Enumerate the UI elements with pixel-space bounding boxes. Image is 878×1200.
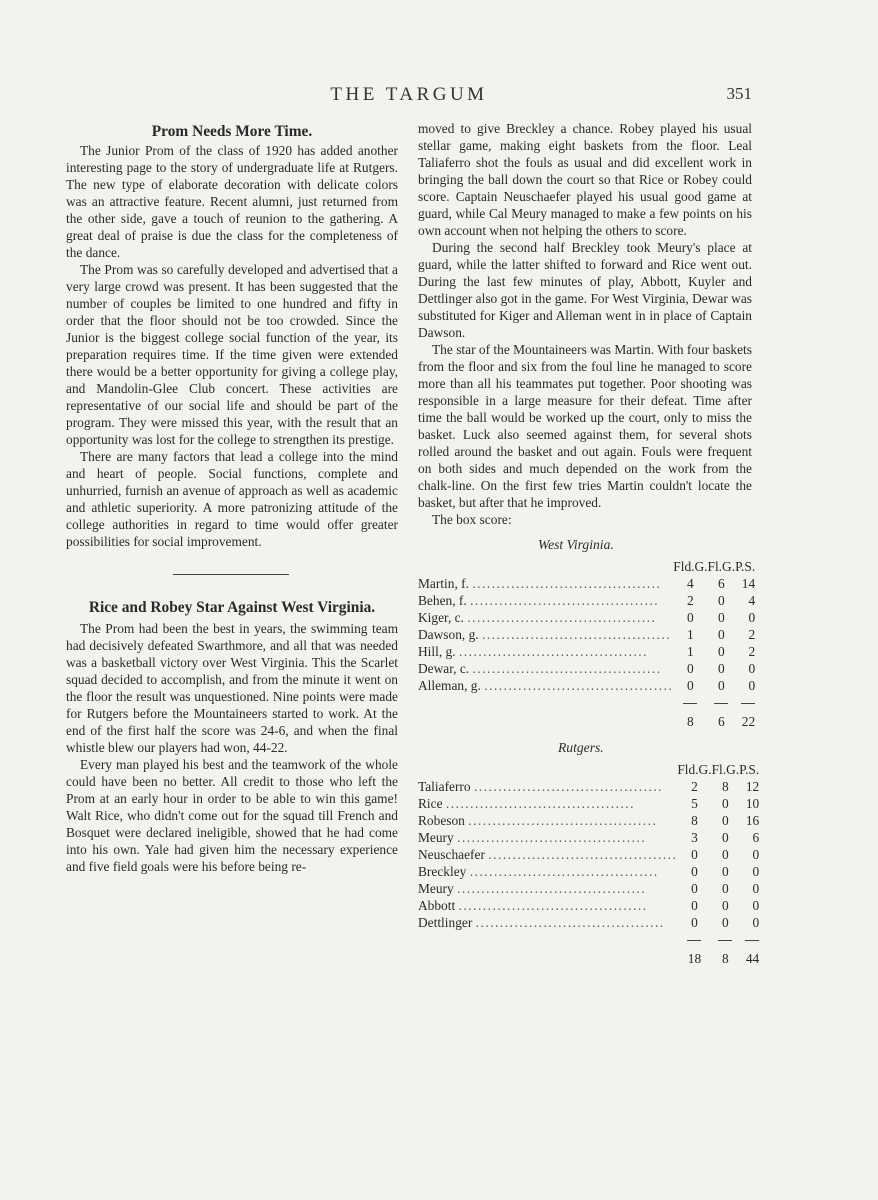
box-score-player-row (418, 626, 755, 643)
player-name: Rice (418, 796, 443, 811)
field-goals: 4 (687, 576, 694, 591)
team-name-west-virginia: West Virginia. (538, 537, 614, 552)
box-score-header-row (418, 557, 755, 575)
box-score-player-row (418, 829, 759, 846)
points-scored: 0 (748, 661, 756, 676)
leader-dots: ....................................... (475, 915, 665, 930)
leader-dots: ....................................... (481, 627, 672, 642)
box-score-header-row (418, 760, 759, 778)
running-title: THE TARGUM (330, 84, 488, 105)
team-name-rutgers: Rutgers. (558, 740, 604, 755)
total-points: 44 (745, 950, 760, 966)
foul-goals: 0 (722, 847, 729, 862)
foul-goals: 0 (722, 864, 729, 879)
field-goals: 5 (691, 796, 698, 811)
right-column (418, 120, 760, 968)
field-goals: 8 (691, 813, 698, 828)
points-scored: 0 (752, 881, 760, 896)
leader-dots: ....................................... (472, 661, 662, 676)
player-name: Neuschaefer (418, 847, 485, 862)
page-header (66, 84, 752, 108)
box-score-totals-row (418, 948, 759, 968)
foul-goals: 0 (717, 610, 725, 625)
player-name: Alleman, g. (418, 678, 481, 693)
leader-dots: ....................................... (458, 644, 648, 659)
box-score-player-row (418, 914, 759, 931)
field-goals: 1 (687, 644, 694, 659)
box-score-player-row (418, 643, 755, 660)
player-name: Dettlinger (418, 915, 473, 930)
box-score-totals-row (418, 711, 755, 731)
box-score-intro: The box score: (432, 512, 512, 527)
box-score-player-row (418, 863, 759, 880)
points-scored: 0 (752, 847, 760, 862)
player-name: Hill, g. (418, 644, 456, 659)
column-header: P.S. (739, 761, 760, 777)
leader-dots: ....................................... (468, 813, 658, 828)
player-name: Breckley (418, 864, 467, 879)
total-field-goals: 8 (687, 713, 694, 729)
points-scored: 16 (745, 813, 760, 828)
article-paragraph: The Prom was so carefully developed and advertised that a very large crowd was present. It has been suggested that the number of couples be limited to one hundred and fifty in order that the floor should not be too crowded. Since the Junior is the biggest college social function of the year, its preparation requires time. If the time given were extended there would be a better opportunity for giving a college play, and Mandolin-Glee Club concert. These activities are representative of our social life and should be part of the program. They were missed this year, with the result that an opportunity was lost for the college to strengthen its prestige. (66, 262, 398, 447)
points-scored: 2 (748, 627, 756, 642)
box-score-player-row (418, 592, 755, 609)
foul-goals: 0 (717, 644, 725, 659)
box-score-player-row (418, 897, 759, 914)
foul-goals: 0 (722, 796, 729, 811)
points-scored: 12 (745, 779, 760, 794)
totals-rule-row (418, 931, 759, 948)
field-goals: 0 (691, 847, 698, 862)
field-goals: 2 (691, 779, 698, 794)
column-header: Fld.G. (673, 558, 708, 574)
section-divider (173, 574, 289, 575)
box-score-player-row (418, 846, 759, 863)
box-score-player-row (418, 778, 759, 795)
player-name: Behen, f. (418, 593, 467, 608)
points-scored: 0 (748, 678, 756, 693)
foul-goals: 0 (722, 898, 729, 913)
foul-goals: 6 (717, 576, 725, 591)
leader-dots: ....................................... (457, 830, 647, 845)
article-paragraph: During the second half Breckley took Meury's place at guard, while the latter shifted to forward and Rice went out. During the last few minutes of play, Abbott, Kuyler and Dettlinger also got in the game. For West Virginia, Dewar was substituted for Kiger and Alleman went in in place of Captain Dawson. (418, 240, 752, 340)
column-header: Fl.G. (711, 761, 740, 777)
field-goals: 0 (687, 661, 694, 676)
field-goals: 0 (691, 881, 698, 896)
column-header: P.S. (735, 558, 756, 574)
leader-dots: ....................................... (469, 864, 659, 879)
points-scored: 2 (748, 644, 756, 659)
player-name: Martin, f. (418, 576, 469, 591)
left-column (66, 120, 398, 875)
leader-dots: ....................................... (467, 610, 657, 625)
points-scored: 0 (748, 610, 756, 625)
totals-rule-row (418, 694, 755, 711)
player-name: Abbott (418, 898, 456, 913)
foul-goals: 0 (717, 678, 725, 693)
points-scored: 0 (752, 898, 760, 913)
field-goals: 0 (691, 915, 698, 930)
points-scored: 14 (741, 576, 756, 591)
box-score-rutgers (418, 760, 759, 968)
box-score-player-row (418, 795, 759, 812)
foul-goals: 0 (722, 915, 729, 930)
box-score-player-row (418, 575, 755, 592)
player-name: Dawson, g. (418, 627, 479, 642)
field-goals: 3 (691, 830, 698, 845)
leader-dots: ....................................... (457, 881, 647, 896)
article-paragraph: The Junior Prom of the class of 1920 has added another interesting page to the story of undergraduate life at Rutgers. The new type of elaborate decoration with delicate colors was an attractive feature. Recent alumni, just returned from the other side, gave a touch of reunion to the gathering. A great deal of praise is due the class for the completeness of the dance. (66, 143, 398, 260)
foul-goals: 8 (722, 779, 729, 794)
points-scored: 6 (752, 830, 760, 845)
article-title-prom: Prom Needs More Time. (151, 123, 313, 140)
player-name: Meury (418, 830, 454, 845)
field-goals: 0 (691, 898, 698, 913)
leader-dots: ....................................... (473, 779, 664, 794)
field-goals: 0 (687, 678, 694, 693)
total-foul-goals: 6 (717, 713, 725, 729)
article-paragraph: There are many factors that lead a college into the mind and heart of people. Social functions, complete and unhurried, furnish an avenue of approach as well as academic and athletic superiority. A more patronizing attitude of the college authorities in regard to time would offer greater possibilities for social improvement. (66, 449, 398, 549)
total-foul-goals: 8 (722, 950, 729, 966)
total-points: 22 (741, 713, 756, 729)
player-name: Meury (418, 881, 454, 896)
foul-goals: 0 (722, 813, 729, 828)
column-header: Fl.G. (707, 558, 736, 574)
foul-goals: 0 (722, 881, 729, 896)
points-scored: 10 (745, 796, 760, 811)
foul-goals: 0 (717, 627, 725, 642)
leader-dots: ....................................... (458, 898, 648, 913)
field-goals: 1 (687, 627, 694, 642)
points-scored: 0 (752, 915, 760, 930)
box-score-west-virginia (418, 557, 755, 731)
article-paragraph: Every man played his best and the teamwork of the whole could have been no better. All credit to those who left the Prom at an early hour in order to be able to win this game! Walt Rice, who didn't come out for the squad till French and Bosquet were declared ineligible, showed that he had come into his own. Yale had given him the necessary experience and five field goals were his before being re- (66, 757, 398, 874)
leader-dots: ....................................... (488, 847, 678, 862)
foul-goals: 0 (722, 830, 729, 845)
leader-dots: ....................................... (484, 678, 674, 693)
player-name: Kiger, c. (418, 610, 464, 625)
article-paragraph-continued: moved to give Breckley a chance. Robey played his usual stellar game, making eight baskets from the floor. Leal Taliaferro shot the fouls as usual and did excellent work in bringing the ball down the court so that Rice or Robey could score. Captain Neuschaefer played his usual good game at guard, while Cal Meury managed to make a few points on his own account when not helping the others to score. (418, 121, 752, 238)
total-field-goals: 18 (687, 950, 702, 966)
column-header: Fld.G. (677, 761, 712, 777)
points-scored: 4 (748, 593, 756, 608)
player-name: Robeson (418, 813, 465, 828)
leader-dots: ....................................... (445, 796, 635, 811)
article-paragraph: The star of the Mountaineers was Martin. With four baskets from the floor and six from the foul line he managed to score more than all his teammates put together. Poor shooting was responsible in a large measure for their defeat. Time after time the ball would be worked up the court, only to miss the basket. Luck also seemed against them, for several shots rolled around the basket and out again. Fouls were frequent on both sides and much depended on the work from the chalk-line. On the first few tries Martin couldn't locate the basket, but after that he improved. (418, 342, 752, 510)
field-goals: 0 (687, 610, 694, 625)
box-score-player-row (418, 660, 755, 677)
article-title-rice-robey: Rice and Robey Star Against West Virginia. (88, 599, 376, 616)
box-score-player-row (418, 677, 755, 694)
points-scored: 0 (752, 864, 760, 879)
leader-dots: ....................................... (470, 593, 660, 608)
foul-goals: 0 (717, 593, 725, 608)
box-score-player-row (418, 812, 759, 829)
article-paragraph: The Prom had been the best in years, the swimming team had decisively defeated Swarthmore, and all that was needed was a basketball victory over West Virginia. This the Scarlet squad decided to accomplish, and from the minute it went on the floor the result was unquestioned. Nine points were made for Rutgers before the Mountaineers started to work. At the end of the first half the score was 24-6, and when the final whistle blew our players had won, 44-22. (66, 621, 398, 755)
field-goals: 0 (691, 864, 698, 879)
box-score-player-row (418, 880, 759, 897)
foul-goals: 0 (717, 661, 725, 676)
page-number: 351 (726, 84, 752, 103)
leader-dots: ....................................... (472, 576, 662, 591)
header-spacer (418, 557, 673, 575)
player-name: Taliaferro (418, 779, 471, 794)
header-spacer (418, 760, 677, 778)
box-score-player-row (418, 609, 755, 626)
player-name: Dewar, c. (418, 661, 470, 676)
field-goals: 2 (687, 593, 694, 608)
